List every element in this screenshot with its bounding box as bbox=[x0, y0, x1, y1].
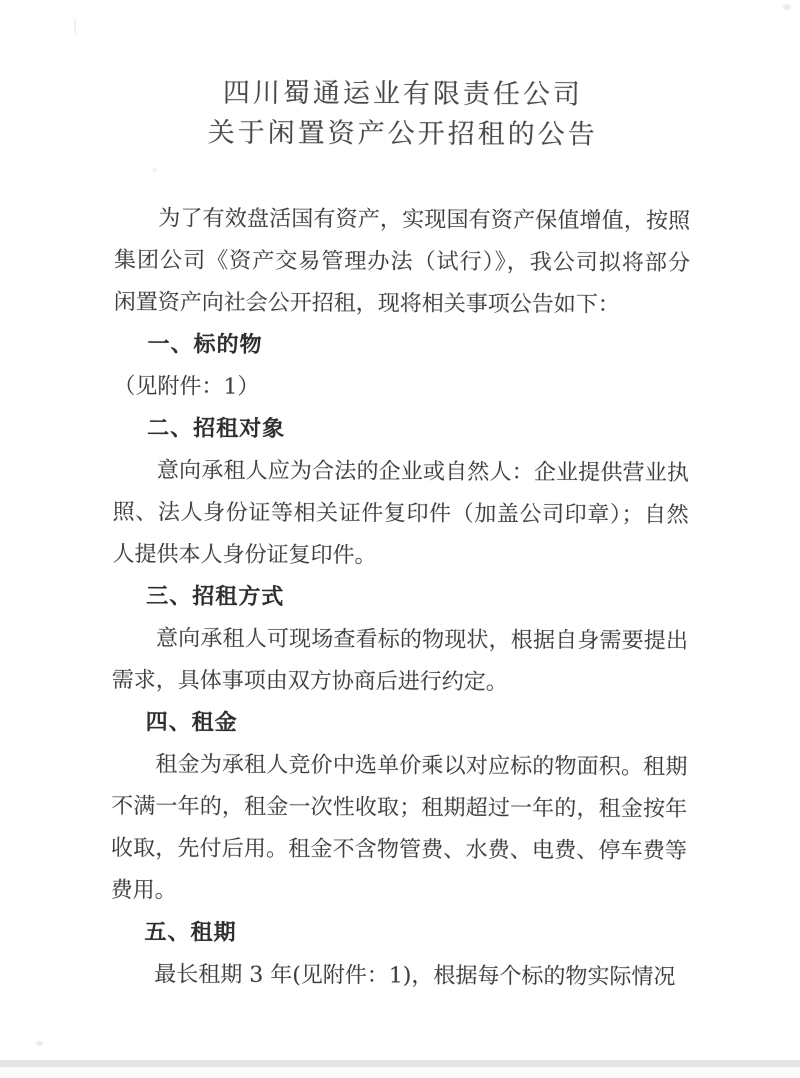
title-line-subject: 关于闲置资产公开招租的公告 bbox=[207, 117, 598, 151]
intro-line: 闲置资产向社会公开招租，现将相关事项公告如下： bbox=[113, 289, 620, 318]
scan-speck bbox=[36, 1041, 43, 1046]
document-title bbox=[115, 73, 691, 156]
section-line: 照、法人身份证等相关证件复印件（加盖公司印章）；自然 bbox=[112, 499, 689, 529]
section-line: 收取，先付后用。租金不含物管费、水费、电费、停车费等 bbox=[110, 835, 687, 865]
title-line-company: 四川蜀通运业有限责任公司 bbox=[222, 77, 583, 111]
intro-line: 集团公司《资产交易管理办法（试行）》，我公司拟将部分 bbox=[113, 247, 691, 277]
section-line: 意向承租人可现场查看标的物现状，根据自身需要提出 bbox=[155, 626, 689, 655]
section-line: 人提供本人身份证复印件。 bbox=[112, 541, 377, 569]
document-content bbox=[110, 73, 691, 999]
section-line: 意向承租人应为合法的企业或自然人：企业提供营业执 bbox=[156, 458, 689, 487]
section-heading-lease-method: 三、招租方式 bbox=[146, 584, 285, 610]
document-body bbox=[110, 198, 690, 999]
section-line: 租金为承租人竞价中选单价乘以对应标的物面积。租期 bbox=[155, 752, 688, 781]
intro-line: 为了有效盘活国有资产，实现国有资产保值增值，按照 bbox=[158, 206, 691, 235]
section-heading-subject-matter: 一、标的物 bbox=[147, 332, 263, 358]
scan-speck bbox=[152, 168, 157, 172]
section-heading-rent: 四、租金 bbox=[145, 710, 238, 736]
section-line: 需求，具体事项由双方协商后进行约定。 bbox=[111, 667, 508, 696]
scan-speck bbox=[74, 18, 76, 34]
section-line: 费用。 bbox=[110, 877, 177, 904]
page-bottom-margin bbox=[0, 1067, 800, 1078]
page-bottom-edge-shadow bbox=[0, 1060, 800, 1067]
section-line: 不满一年的，租金一次性收取；租期超过一年的，租金按年 bbox=[111, 793, 688, 823]
section-line: 最长租期 3 年(见附件：1)，根据每个标的物实际情况 bbox=[154, 962, 676, 990]
section-line: （见附件：1） bbox=[113, 373, 260, 400]
section-heading-lease-term: 五、租期 bbox=[144, 920, 237, 946]
section-heading-lease-targets: 二、招租对象 bbox=[147, 416, 286, 442]
scan-speck bbox=[783, 4, 791, 10]
